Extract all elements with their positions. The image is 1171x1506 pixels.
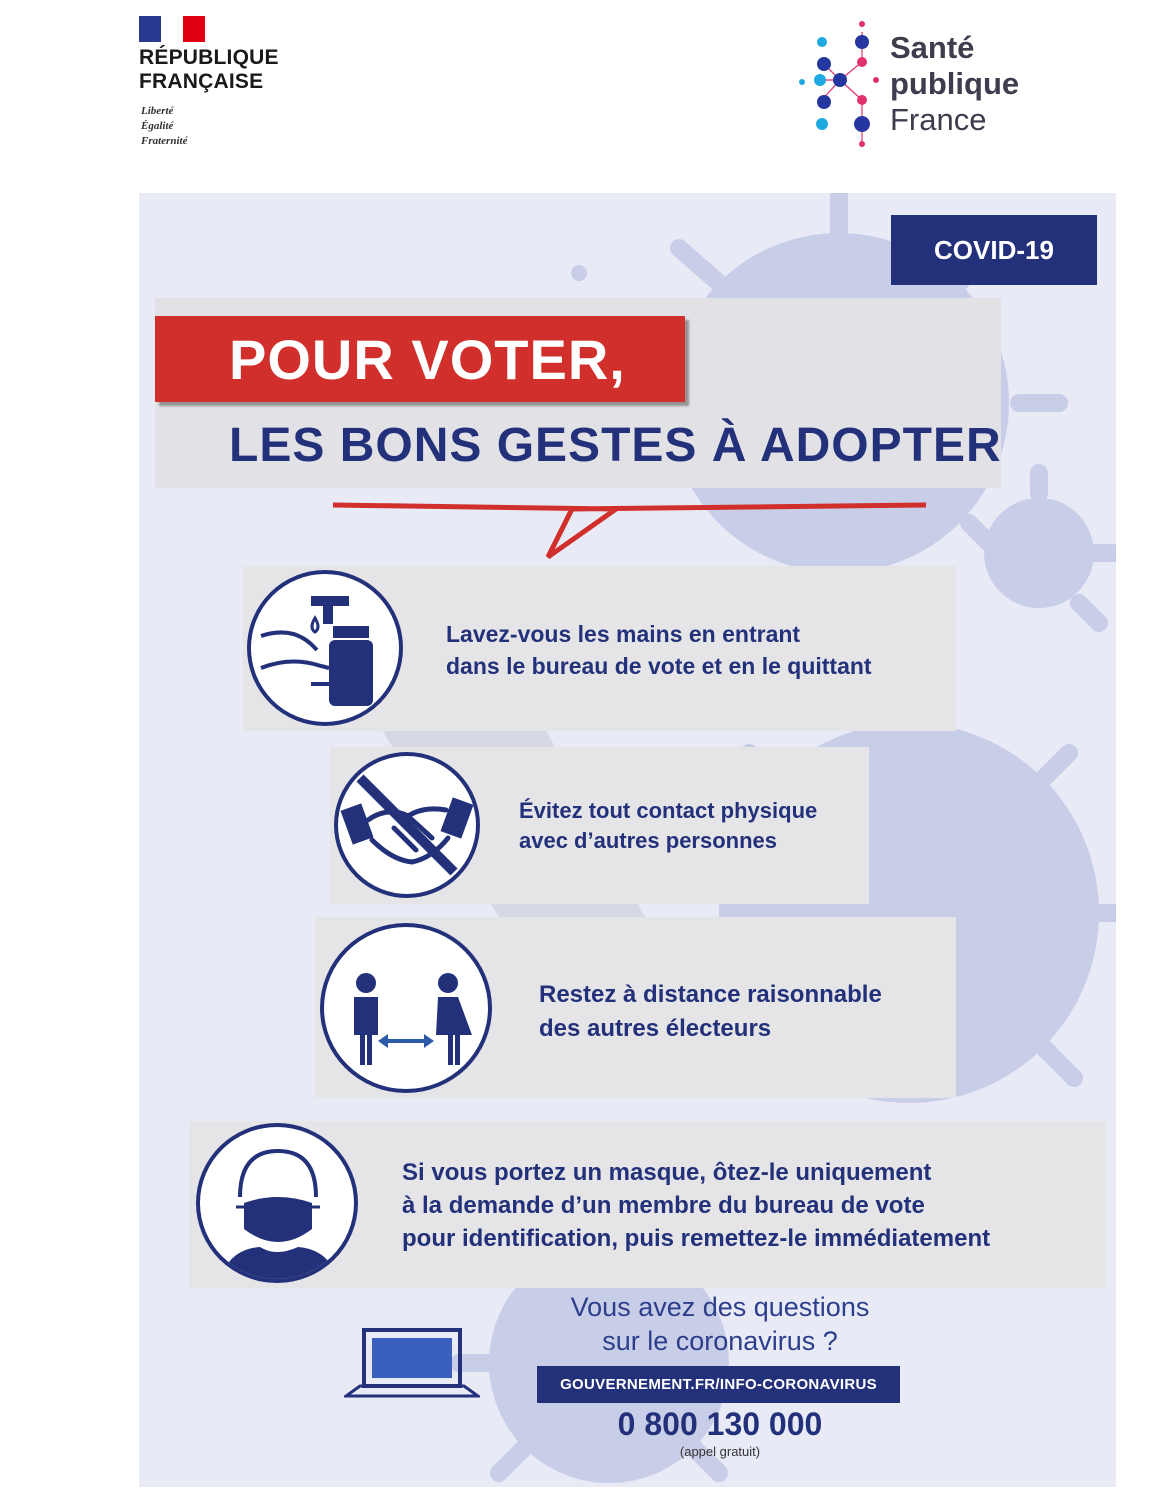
republique-motto: Liberté Égalité Fraternité	[141, 105, 188, 147]
no-handshake-icon	[334, 752, 480, 898]
french-flag-icon	[139, 16, 205, 42]
hotline-phone-number[interactable]: 0 800 130 000	[617, 1406, 823, 1442]
face-mask-icon	[196, 1123, 358, 1283]
speech-bubble-line-icon	[330, 495, 930, 565]
laptop-icon	[344, 1328, 480, 1400]
hand-washing-icon	[247, 570, 403, 726]
covid-badge: COVID-19	[891, 215, 1097, 285]
republique-francaise-logo	[139, 16, 319, 156]
phone-note: (appel gratuit)	[679, 1444, 761, 1459]
gesture-text-mask: Si vous portez un masque, ôtez-le uniquement à la demande d’un membre du bureau de vote pour identification, puis remettez-le immédiatement	[402, 1159, 991, 1252]
info-coronavirus-link[interactable]: GOUVERNEMENT.FR/INFO-CORONAVIRUS	[537, 1366, 900, 1403]
spf-line: France	[890, 102, 987, 137]
gesture-text-handwashing: Lavez-vous les mains en entrant dans le bureau de vote et en le quittant	[446, 621, 872, 679]
page-subtitle: LES BONS GESTES À ADOPTER	[229, 419, 1002, 472]
social-distance-icon	[320, 923, 492, 1093]
sante-publique-france-name	[890, 30, 1019, 138]
gesture-text-no-contact: Évitez tout contact physique avec d’autres personnes	[519, 798, 818, 853]
spf-line: publique	[890, 66, 1020, 101]
sante-publique-france-logo	[790, 14, 1050, 154]
page-title: POUR VOTER,	[155, 316, 685, 402]
republique-name: RÉPUBLIQUE FRANÇAISE	[139, 46, 279, 93]
molecule-logo-icon	[790, 14, 890, 154]
gesture-text-distance: Restez à distance raisonnable des autres électeurs	[539, 981, 882, 1042]
spf-line: Santé	[890, 30, 975, 65]
footer-question: Vous avez des questions sur le coronavirus ?	[570, 1292, 870, 1356]
